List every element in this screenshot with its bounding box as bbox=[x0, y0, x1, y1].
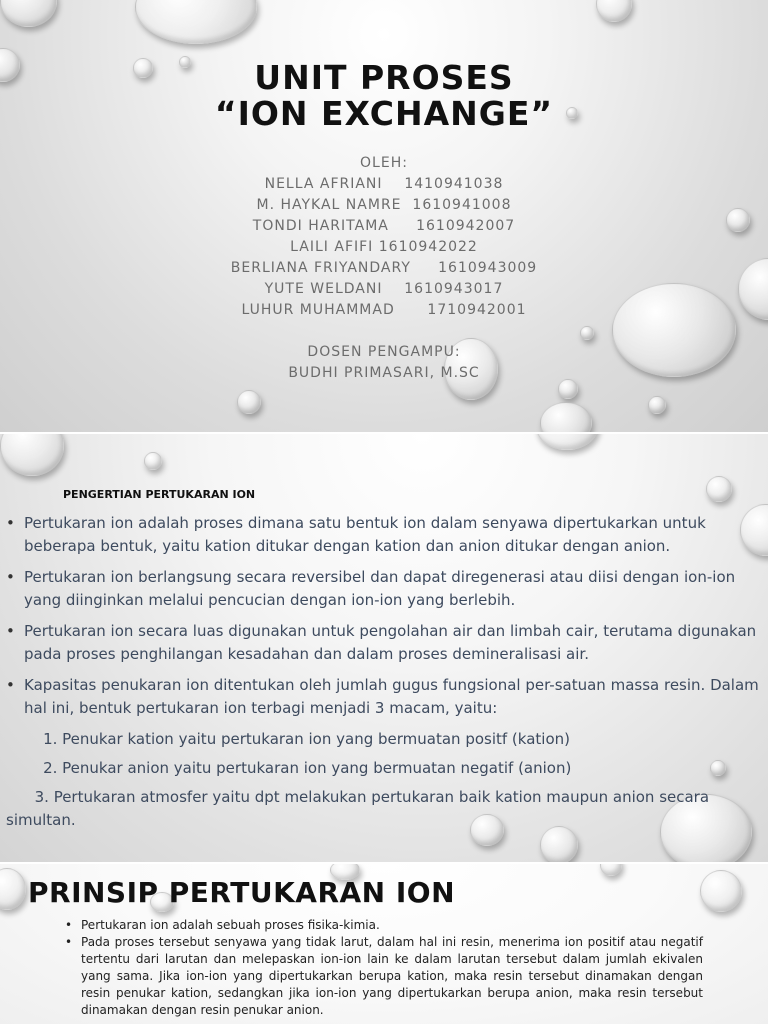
numbered-item: 2. Penukar anion yaitu pertukaran ion yang bermuatan negatif (anion) bbox=[24, 759, 572, 777]
water-drop bbox=[648, 396, 666, 414]
author-line: YUTE WELDANI 1610943017 bbox=[264, 281, 504, 297]
bullet-item: • Pada proses tersebut senyawa yang tidak larut, dalam hal ini resin, menerima ion positif atau negatif tertentu dari larutan dan melepaskan ion-ion lain ke dalam larutan tersebut dalam jumlah ekivalen yang sama. Jika ion-ion yang dipertukarkan berupa kation, maka resin tersebut dinamakan dengan resin penukar kation, sedangkan jika ion-ion yang dipertukarkan berupa anion, maka resin tersebut dinamakan dengan resin penukar anion. bbox=[65, 934, 703, 1019]
water-drop bbox=[706, 476, 732, 502]
title-line-2: “ION EXCHANGE” bbox=[214, 94, 554, 133]
author-line: TONDI HARITAMA 1610942007 bbox=[252, 218, 516, 234]
water-drop bbox=[135, 0, 257, 44]
bullet-item: • Pertukaran ion adalah sebuah proses fisika-kimia. bbox=[65, 917, 703, 934]
author-line: BERLIANA FRIYANDARY 1610943009 bbox=[230, 260, 538, 276]
numbered-item: 1. Penukar kation yaitu pertukaran ion yang bermuatan positf (kation) bbox=[24, 730, 570, 748]
author-line: M. HAYKAL NAMRE 1610941008 bbox=[256, 197, 512, 213]
water-drop bbox=[596, 0, 632, 22]
water-drop bbox=[0, 0, 57, 27]
author-list bbox=[0, 153, 768, 384]
water-drop bbox=[237, 390, 261, 414]
bullet-item: • Pertukaran ion secara luas digunakan untuk pengolahan air dan limbah cair, terutama digunakan pada proses penghilangan kesadahan dan dalam proses demineralisasi air. bbox=[6, 620, 762, 666]
author-line: NELLA AFRIANI 1410941038 bbox=[264, 176, 504, 192]
bullet-item: • Pertukaran ion adalah proses dimana satu bentuk ion dalam senyawa dipertukarkan untuk beberapa bentuk, yaitu kation ditukar dengan kation dan anion ditukar dengan anion. bbox=[6, 512, 762, 558]
slide-definition bbox=[0, 434, 768, 862]
author-line: DOSEN PENGAMPU: bbox=[307, 344, 461, 360]
author-line: LAILI AFIFI 1610942022 bbox=[290, 239, 478, 255]
slide-title bbox=[0, 0, 768, 432]
bullet-item: • Kapasitas penukaran ion ditentukan oleh jumlah gugus fungsional per-satuan massa resin. Dalam hal ini, bentuk pertukaran ion terbagi menjadi 3 macam, yaitu: bbox=[6, 674, 762, 720]
page-title: PRINSIP PERTUKARAN ION bbox=[28, 876, 456, 909]
water-drop bbox=[0, 434, 64, 476]
slide-principle bbox=[0, 864, 768, 1024]
numbered-item: 3. Pertukaran atmosfer yaitu dpt melakukan pertukaran baik kation maupun anion secara simultan. bbox=[6, 788, 714, 829]
bullet-item: • Pertukaran ion berlangsung secara reversibel dan dapat diregenerasi atau diisi dengan ion-ion yang diinginkan melalui pencucian dengan ion-ion yang berlebih. bbox=[6, 566, 762, 612]
water-drop bbox=[540, 402, 592, 432]
water-drop bbox=[700, 870, 742, 912]
bullet-list bbox=[6, 512, 762, 838]
section-heading: PENGERTIAN PERTUKARAN ION bbox=[63, 488, 256, 501]
author-line: BUDHI PRIMASARI, M.SC bbox=[288, 365, 480, 381]
bullet-list bbox=[65, 917, 703, 1019]
title-line-1: UNIT PROSES bbox=[254, 58, 514, 97]
water-drop bbox=[536, 434, 598, 450]
author-line bbox=[0, 321, 768, 342]
water-drop bbox=[144, 452, 162, 470]
water-drop bbox=[0, 868, 26, 910]
author-line: OLEH: bbox=[360, 155, 408, 171]
water-drop bbox=[600, 864, 622, 876]
author-line: LUHUR MUHAMMAD 1710942001 bbox=[241, 302, 527, 318]
